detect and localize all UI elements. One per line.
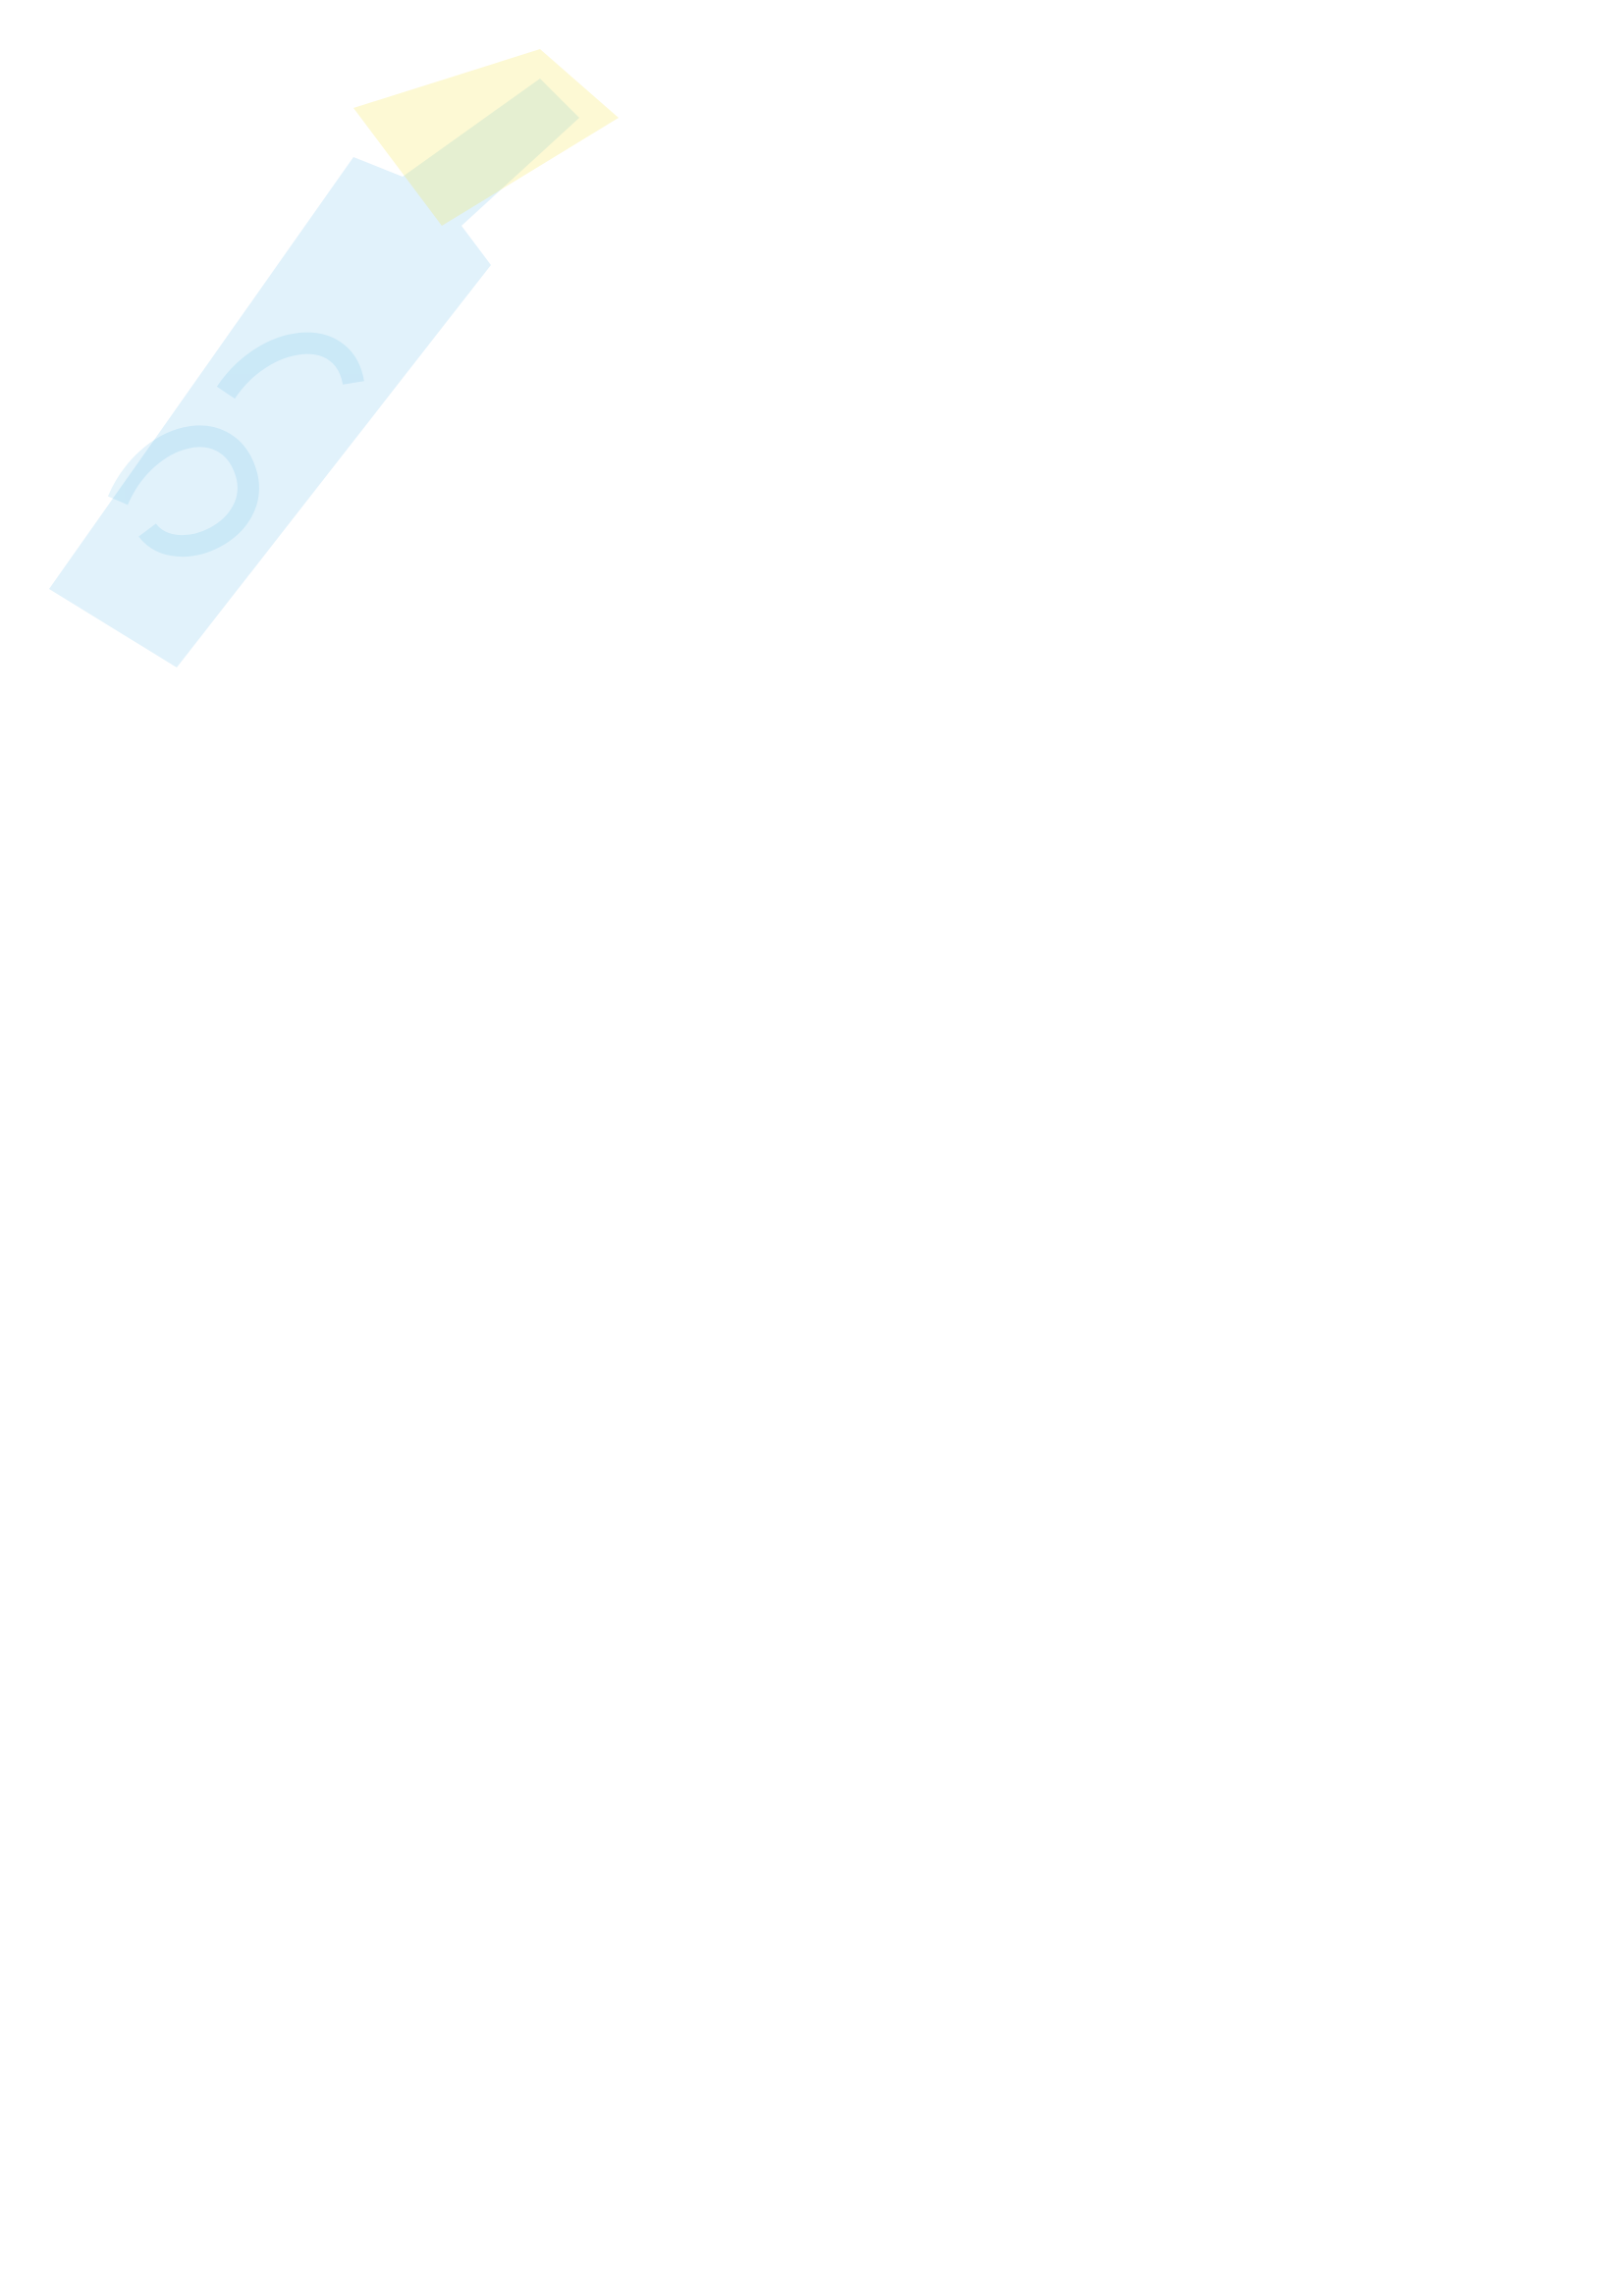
document-page (155, 192, 1471, 247)
skuola-watermark-logo (29, 39, 658, 687)
